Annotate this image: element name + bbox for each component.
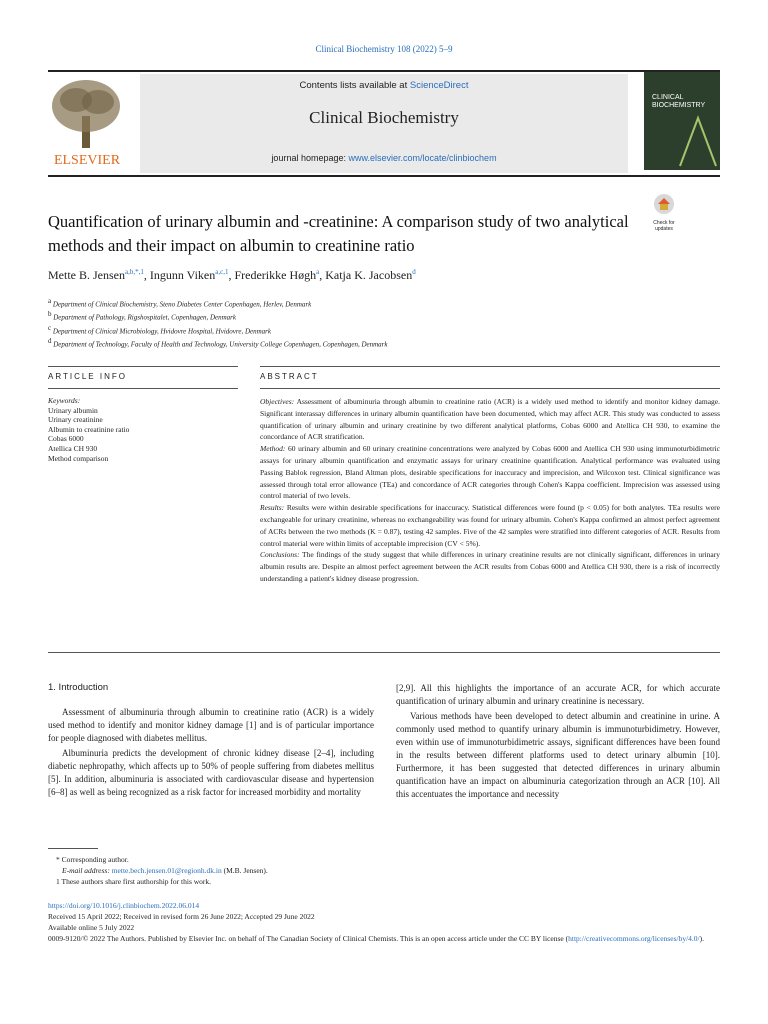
- elsevier-logo: [48, 76, 126, 168]
- abstract-body: [260, 396, 720, 585]
- author-affiliation-marks[interactable]: a: [316, 268, 320, 276]
- license-suffix: ).: [699, 934, 705, 943]
- article-info-rule: [48, 366, 238, 367]
- footnotes: [48, 854, 720, 887]
- keyword: Atellica CH 930: [48, 443, 98, 453]
- contents-label: Contents lists available at: [299, 80, 410, 91]
- journal-cover[interactable]: [644, 72, 720, 170]
- body-paragraph: Various methods have been developed to detect albumin and creatinine in urine. A commonly used method to quantify urinary albumin is immunoturbidimetry. However, even within use of immunoturbidimetric assays, significant differences have been found in the results between different platforms used to detect urinary albumin [10]. Furthermore, it has been suggested that detected differences in urinary albumin quantification have an impact on albuminuria categorization through an ACR [10]. All this accentuates the importance and necessity: [396, 711, 720, 799]
- affiliation-item: [48, 336, 698, 349]
- email-suffix: (M.B. Jensen).: [221, 866, 268, 875]
- abstract-results: Results: Results were within desirable specifications for inaccuracy. Statistical differences were found (p < 0.05) for both analytes. TEa results were exchangeable for urinary creatinine, whereas no exchangeability was found for urinary albumin. Cohen's Kappa confirmed an almost perfect agreement of ACRs between the two methods (K = 0.87), testing 42 samples. Five of the 42 samples were stratified into different categories of ACR. Results from control material were within limits of acceptable imprecision (CV < 5%).: [260, 503, 720, 548]
- homepage-link[interactable]: www.elsevier.com/locate/clinbiochem: [348, 153, 497, 163]
- body-paragraph: Albuminuria predicts the development of chronic kidney disease [2–4], including diabetic nephropathy, which affects up to 50% of people suffering from diabetes mellitus [5]. In addition, albuminuria is associated with cardiovascular disease and hypertension [6–8] as well as being recognized as a risk factor for increased morbidity and mortality: [48, 748, 374, 797]
- sciencedirect-link[interactable]: ScienceDirect: [409, 80, 469, 91]
- check-updates-icon: [651, 193, 677, 215]
- corresponding-author-note: * Corresponding author.: [56, 855, 129, 864]
- header-bottom-rule: [48, 175, 720, 177]
- abstract-subrule: [260, 388, 720, 389]
- available-online: Available online 5 July 2022: [48, 923, 135, 932]
- body-paragraph: Assessment of albuminuria through albumin to creatinine ratio (ACR) is a widely used method to identify and monitor kidney damage [1] and is of particular importance for people diagnosed with diabetes mellitus.: [48, 707, 374, 743]
- journal-homepage: [140, 153, 628, 163]
- article-info-subrule: [48, 388, 238, 389]
- license-text: 0009-9120/© 2022 The Authors. Published by Elsevier Inc. on behalf of The Canadian Society of Clinical Chemists. This is an open access article under the CC BY license (: [48, 934, 569, 943]
- keyword: Method comparison: [48, 453, 109, 463]
- author-name[interactable]: Mette B. Jensen: [48, 268, 125, 282]
- license-link[interactable]: http://creativecommons.org/licenses/by/4.0/: [568, 934, 700, 943]
- affiliation-item: [48, 296, 698, 309]
- affiliation-item: [48, 323, 698, 336]
- abstract-objectives: Objectives: Assessment of albuminuria through albumin to creatinine ratio (ACR) is a widely used method to identify and monitor kidney damage. Significant interassay differences in urinary albumin quantification have been documented, which may affect ACR. This study was conducted to assess quantification of urinary albumin and urinary creatinine by two different analytical platforms, Cobas 6000 and Atellica CH 930, to examine the concordance of ACR stratification.: [260, 397, 720, 442]
- author-affiliation-marks[interactable]: a,c,1: [215, 268, 229, 276]
- affiliation-text: Department of Clinical Biochemistry, Steno Diabetes Center Copenhagen, Herlev, Denmark: [52, 300, 312, 309]
- keywords-label: Keywords:: [48, 396, 81, 405]
- journal-name: Clinical Biochemistry: [309, 108, 459, 127]
- affiliation-item: [48, 309, 698, 322]
- check-updates-label: Check for updates: [653, 220, 675, 232]
- body-column-right: [396, 682, 720, 803]
- license-statement: [48, 933, 720, 944]
- publication-info: [48, 900, 720, 944]
- abstract-conclusions: Conclusions: The findings of the study suggest that while differences in urinary creatinine results are not clinically significant, differences in urinary albumin results are. Despite an almost perfect agreement between the ACR results from Cobas 6000 and Atellica CH 930, there is a risk of incorrectly understanding a patient's kidney disease progression.: [260, 550, 720, 583]
- author-list: Mette B. Jensen$^{a,b,*,1}$, Ingunn Viken$^{a,c,1}$, Frederikke Høgh$^a$, Katja K. Jacobsen$^d$: [48, 268, 416, 282]
- abstract-bottom-rule: [48, 652, 720, 653]
- keyword: Urinary creatinine: [48, 415, 103, 425]
- affiliation-mark: d: [48, 336, 52, 345]
- author-name[interactable]: Ingunn Viken: [149, 268, 216, 282]
- author-affiliation-marks[interactable]: a,b,*,1: [125, 268, 144, 276]
- keyword: Cobas 6000: [48, 434, 84, 444]
- affiliation-mark: c: [48, 323, 52, 332]
- check-for-updates-button[interactable]: [648, 193, 680, 232]
- body-paragraph: [2,9]. All this highlights the importance of an accurate ACR, for which accurate quantification of urinary albumin and urinary creatinine is necessary.: [396, 683, 720, 706]
- abstract-method: Method: 60 urinary albumin and 60 urinary creatinine concentrations were analyzed by Cobas 6000 and Atellica CH 930 using immunoturbidimetric assays for urinary albumin quantification and enzymatic assays for urinary creatinine quantification. Analytical performance was evaluated using Passing Bablok regression, Bland Altman plots, desirable specifications for inaccuracy and imprecision, and Wilcoxon test. Clinical significance was assessed through total error allowance (TEa) and concordance of ACR categories through Cohen's Kappa coefficient. Imprecision was assessed using control material of two levels.: [260, 444, 720, 501]
- journal-reference[interactable]: Clinical Biochemistry 108 (2022) 5–9: [315, 44, 453, 54]
- author-name[interactable]: Frederikke Høgh: [234, 268, 317, 282]
- article-info-heading: ARTICLE INFO: [48, 372, 127, 381]
- article-title: Quantification of urinary albumin and -creatinine: A comparison study of two analytical methods and their impact on albumin to creatinine ratio: [48, 212, 629, 255]
- affiliation-list: [48, 296, 698, 349]
- email-note: [48, 865, 720, 876]
- abstract-heading: ABSTRACT: [260, 372, 319, 381]
- keyword: Albumin to creatinine ratio: [48, 424, 130, 434]
- keywords-block: [48, 396, 238, 463]
- received-dates: Received 15 April 2022; Received in revised form 26 June 2022; Accepted 29 June 2022: [48, 912, 315, 921]
- header-rule: [48, 70, 720, 72]
- cover-title: CLINICAL BIOCHEMISTRY: [652, 94, 706, 109]
- affiliation-text: Department of Clinical Microbiology, Hvidovre Hospital, Hvidovre, Denmark: [52, 326, 271, 335]
- section-heading-introduction: 1. Introduction: [48, 682, 109, 693]
- body-column-left: [48, 706, 374, 801]
- affiliation-mark: a: [48, 297, 52, 305]
- keyword: Urinary albumin: [48, 405, 98, 415]
- contents-line: [140, 80, 628, 91]
- author-affiliation-marks[interactable]: d: [412, 268, 416, 276]
- footnote-rule: [48, 848, 98, 849]
- abstract-rule: [260, 366, 720, 367]
- author-name[interactable]: Katja K. Jacobsen: [325, 268, 413, 282]
- affiliation-text: Department of Pathology, Rigshospitalet, Copenhagen, Denmark: [53, 313, 237, 322]
- doi-link[interactable]: https://doi.org/10.1016/j.clinbiochem.2022.06.014: [48, 901, 200, 910]
- affiliation-mark: b: [48, 310, 52, 319]
- shared-authorship-note: 1 These authors share first authorship for this work.: [56, 877, 212, 886]
- affiliation-text: Department of Technology, Faculty of Health and Technology, University College Copenhagen, Copenhagen, Denmark: [53, 340, 388, 349]
- email-link[interactable]: mette.bech.jensen.01@regionh.dk.in: [111, 866, 222, 875]
- email-label: E-mail address:: [62, 866, 112, 875]
- publisher-wordmark: ELSEVIER: [53, 153, 121, 168]
- homepage-label: journal homepage:: [271, 153, 349, 163]
